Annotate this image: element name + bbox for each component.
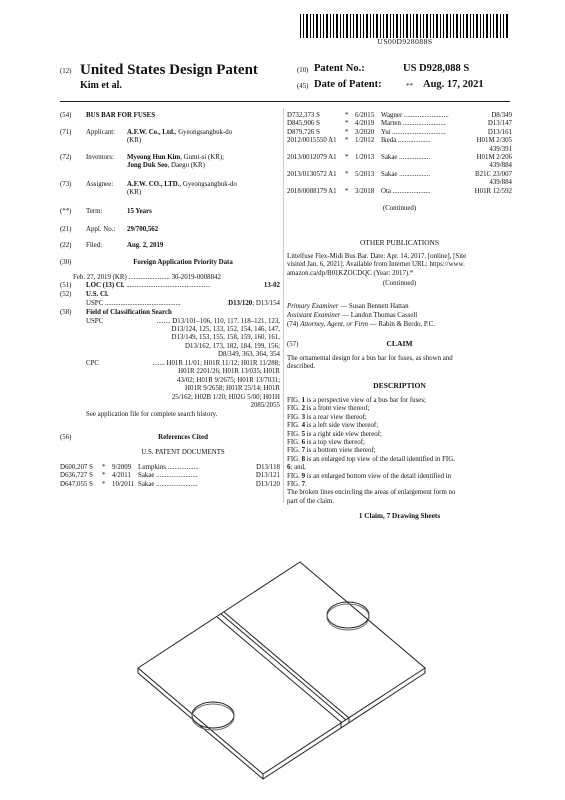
description-heading: DESCRIPTION [373, 381, 426, 390]
barcode-bar [300, 14, 301, 38]
inventor-short: Kim et al. [80, 80, 122, 91]
barcode-bar [370, 14, 371, 38]
barcode-bar [350, 14, 351, 38]
description-line [287, 498, 512, 506]
attorney-field [287, 321, 435, 329]
description-text-post: is a bottom view thereof; [305, 447, 376, 455]
column-divider [283, 108, 284, 503]
primary-examiner [287, 303, 409, 311]
barcode-bar [333, 14, 334, 38]
code-term: (**) [60, 208, 72, 215]
uspc-class-line: D13/124, 125, 133, 152, 154, 146, 147, [171, 325, 280, 333]
reference-name: Marten ......................... [381, 120, 446, 128]
barcode-bar [386, 14, 388, 38]
description-text-post: is a top view thereof; [305, 439, 365, 447]
reference-mark: * [345, 154, 349, 161]
barcode-bar [330, 14, 331, 38]
barcode-bar [353, 14, 354, 38]
description-line [287, 489, 512, 497]
reference-class-secondary: 439/391 [489, 145, 512, 153]
code-22: (22) [60, 242, 72, 249]
barcode-bar [420, 14, 421, 38]
description-text-pre: FIG. [287, 472, 302, 480]
barcode-bar [383, 14, 384, 38]
uspc-class-line: ........ D13/101–106, 110, 117, 118–121, 123, [156, 317, 280, 325]
reference-number: 2012/0015550 A1 [287, 137, 337, 145]
barcode-bar [340, 14, 341, 38]
filed-label: Filed: [86, 242, 103, 249]
reference-mark: * [345, 112, 349, 119]
description-text-pre: The broken lines encircling the areas of enlargement form no [287, 489, 456, 497]
description-text-post: is an enlarged bottom view of the detail identified in [305, 472, 452, 480]
field-search-label: Field of Classification Search [86, 309, 172, 316]
inventor-1-location: , Gumi-si (KR); [180, 154, 225, 161]
barcode-bar [463, 14, 464, 38]
reference-date: 3/2020 [355, 128, 375, 136]
barcode-bar [376, 14, 378, 38]
figure-number: 3 [301, 413, 306, 421]
barcode-bar [450, 14, 451, 38]
reference-class: D13/161 [487, 128, 512, 136]
assignee-label: Assignee: [86, 181, 114, 188]
inventor-2-location: , Daegu (KR) [167, 162, 205, 169]
barcode-bar [403, 14, 404, 38]
code-10: (10) [297, 67, 309, 74]
barcode-graphic [300, 14, 510, 38]
description-line [287, 431, 512, 439]
primary-examiner-label: Primary Examiner [287, 303, 339, 310]
reference-mark: * [102, 464, 106, 471]
barcode-bar [506, 14, 508, 38]
code-58: (58) [60, 309, 72, 316]
patent-date: Aug. 17, 2021 [423, 79, 484, 90]
reference-date: 10/2011 [112, 480, 135, 488]
uspc-dots: ............................................ [103, 300, 181, 307]
description-text-post: is a left side view thereof; [305, 422, 379, 430]
description-text-post: is a front view thereof; [305, 405, 370, 413]
us-cl-label: U.S. Cl. [86, 291, 109, 298]
search-uspc-label: USPC [86, 317, 104, 325]
claim-heading: CLAIM [386, 339, 413, 348]
reference-name: Sakae ........................ [138, 480, 198, 488]
barcode-bar [446, 14, 448, 38]
reference-mark: * [345, 128, 349, 136]
description-line [287, 464, 512, 472]
reference-name: Wagner .......................... [381, 112, 449, 119]
inventors-label: Inventors: [86, 154, 114, 161]
assistant-examiner-name: — Landon Thomas Cassell [340, 312, 418, 319]
barcode-bar [486, 14, 488, 38]
reference-date: 9/2009 [112, 464, 132, 471]
description-text-post: is an enlarged top view of the detail identified in FIG. [305, 455, 455, 463]
figure-number: 8 [301, 455, 306, 463]
description-line [287, 481, 512, 489]
barcode-bar [456, 14, 458, 38]
representative-drawing [100, 518, 480, 788]
barcode-bar [400, 14, 401, 38]
other-publications-continued: (Continued) [382, 280, 417, 287]
search-cpc-lines [109, 360, 280, 410]
barcode-bar [423, 14, 424, 38]
reference-name: Lumpkins .................. [138, 464, 199, 471]
cpc-class-line: H01R 9/2658; H01R 25/14; H01R [185, 385, 280, 393]
reference-name: Sakae ........................ [138, 472, 198, 480]
barcode-bar [426, 14, 428, 38]
barcode-bar [440, 14, 441, 38]
description-text-pre: FIG. [287, 455, 302, 463]
barcode-bar [393, 14, 394, 38]
references-heading: References Cited [158, 434, 208, 441]
barcode-bar [436, 14, 438, 38]
barcode-bar [346, 14, 348, 38]
uspc-class-line: D13/149, 153, 155, 158, 159, 160, 161, [171, 334, 280, 342]
reference-name: Ikeda ................... [381, 137, 431, 145]
top-face [138, 562, 425, 774]
reference-class: D13/147 [487, 120, 512, 128]
barcode-bar [493, 14, 494, 38]
date-label: Date of Patent: [314, 79, 382, 90]
claims-count: 1 Claim, 7 Drawing Sheets [358, 512, 441, 520]
reference-mark: * [102, 472, 106, 480]
description-line [287, 414, 512, 422]
barcode-bar [323, 14, 324, 38]
inventor-1-name: Myeong Hun Kim [127, 154, 181, 161]
barcode-bar [306, 14, 308, 38]
description-text-pre: FIG. [287, 447, 302, 455]
barcode-bar [366, 14, 368, 38]
reference-class: B21C 23/007 [475, 170, 512, 178]
cpc-class-line: 2085/2055 [250, 402, 280, 410]
barcode-bar [336, 14, 338, 38]
claim-line: described. [287, 363, 316, 371]
patent-no-label: Patent No.: [314, 63, 365, 74]
code-74: (74) [287, 321, 299, 328]
description-text-post: ; and, [290, 464, 306, 472]
loc-label: LOC (13) Cl. [86, 282, 125, 289]
uspc-class-line: D13/162, 173, 182, 184, 199, 156; [185, 342, 280, 350]
barcode-bar [476, 14, 478, 38]
barcode-bar [466, 14, 468, 38]
uspc-label: USPC [86, 300, 104, 307]
barcode-bar [490, 14, 491, 38]
description-line [287, 439, 512, 447]
barcode-text: US00D928088S [377, 37, 433, 46]
reference-class-secondary: 439/884 [489, 162, 512, 170]
barcode-bar [313, 14, 314, 38]
uspc-class-line: D8/349, 363, 364, 354 [217, 351, 280, 359]
figure-number: 7 [301, 481, 306, 489]
reference-class: D13/118 [256, 464, 280, 471]
us-patent-docs-heading: U.S. PATENT DOCUMENTS [141, 449, 225, 456]
reference-number: 2013/0012079 A1 [287, 154, 337, 161]
reference-number: D879,726 S [287, 128, 320, 136]
other-publication-line: amazon.ca/dp/B01KZOCDQC (Year: 2017).* [287, 269, 414, 277]
barcode-bar [316, 14, 318, 38]
cpc-class-line: 43/02; H01R 9/2675; H01R 13/7031; [177, 376, 280, 384]
priority-line: Feb. 27, 2019 (KR) ........................ 30-2019-0008842 [73, 274, 221, 281]
reference-date: 1/2012 [355, 137, 375, 145]
assignee-country: (KR) [127, 189, 142, 196]
appl-no-value: 29/700,562 [127, 226, 159, 233]
reference-mark: * [345, 120, 349, 128]
primary-examiner-name: — Susan Bennett Hattan [338, 303, 409, 310]
claim-line: The ornamental design for a bus bar for fuses, as shown and [287, 355, 453, 362]
attorney-name: — Rabin & Berdo, P.C. [368, 321, 436, 328]
cpc-class-line: ....... H01R 11/01; H01R 11/12; H01R 11/288; [152, 360, 280, 367]
reference-number: 2013/0130572 A1 [287, 170, 337, 178]
cpc-class-line: H01R 2201/26; H01R 13/035; H01R [178, 368, 280, 376]
priority-heading: Foreign Application Priority Data [133, 259, 233, 266]
barcode-bar [480, 14, 481, 38]
term-value: 15 Years [127, 208, 152, 215]
applicant-location: , Gyeongsangbuk-do [174, 129, 233, 136]
reference-name: Sakae .................. [381, 170, 431, 178]
reference-name: Sakae .................. [381, 154, 431, 161]
description-line [287, 405, 512, 413]
code-51: (51) [60, 282, 72, 289]
filed-value: Aug. 2, 2019 [127, 242, 164, 249]
us-cl-secondary: ; D13/154 [252, 300, 280, 307]
description-line [287, 397, 512, 405]
invention-title: BUS BAR FOR FUSES [86, 112, 156, 119]
barcode-bar [460, 14, 461, 38]
barcode-bar [496, 14, 498, 38]
figure-number: 7 [301, 447, 306, 455]
applicant-label: Applicant: [86, 129, 116, 136]
header-rule [60, 101, 510, 102]
code-52: (52) [60, 291, 72, 298]
barcode-bar [406, 14, 408, 38]
code-12: (12) [60, 68, 72, 75]
appl-no-label: Appl. No.: [86, 226, 116, 233]
attorney-label: Attorney, Agent, or Firm [300, 321, 369, 328]
patent-number: US D928,088 S [403, 63, 470, 74]
reference-name: Ota ...................... [381, 187, 431, 195]
description-line [287, 456, 512, 464]
reference-number: D732,373 S [287, 112, 320, 119]
loc-dots: ................................................. [124, 282, 211, 289]
loc-value: 13-02 [263, 282, 280, 289]
other-publication-line: visited Jan. 6, 2021]. Available from Internet URL: https://www. [287, 261, 465, 269]
barcode-bar [413, 14, 414, 38]
patent-header [0, 60, 565, 102]
patent-type-title: United States Design Patent [80, 62, 258, 78]
other-publications-heading: OTHER PUBLICATIONS [359, 238, 440, 247]
figure-number: 2 [301, 405, 306, 413]
code-54: (54) [60, 112, 72, 119]
cpc-class-line: 25/162; H02B 1/20; H02G 5/00; H01H [171, 393, 280, 401]
barcode-bar [483, 14, 484, 38]
reference-class: H01R 12/592 [474, 187, 512, 195]
other-publication-line: Littelfuse Flex-Midi Bus Bar. Date: Apr. 14, 2017. [online], [Site [287, 253, 467, 260]
reference-date: 6/2015 [355, 112, 375, 119]
reference-class: D8/349 [491, 112, 512, 119]
reference-class-secondary: 439/884 [489, 179, 512, 187]
barcode-bar [453, 14, 454, 38]
search-history-note: See application file for complete search history. [86, 411, 218, 418]
figure-number: 5 [301, 430, 306, 438]
description-text-post: is a rear view thereof; [305, 413, 367, 421]
reference-date: 5/2013 [355, 170, 375, 178]
reference-name: Yui ............................... [381, 128, 446, 136]
figure-number: 6 [301, 439, 306, 447]
barcode-bar [416, 14, 418, 38]
reference-number: D845,906 S [287, 120, 320, 128]
assistant-examiner-label: Assistant Examiner [287, 312, 341, 319]
description-text-post: . [305, 481, 307, 489]
description-text-pre: FIG. [287, 422, 302, 430]
reference-class: D13/120 [255, 480, 280, 488]
assignee-location: , Gyeongsangbuk-do [179, 181, 237, 188]
description-text-pre: FIG. [287, 397, 302, 404]
description-text-post: is a right side view thereof; [305, 430, 382, 438]
reference-date: 4/2011 [112, 472, 131, 480]
applicant-country: (KR) [127, 137, 142, 144]
barcode-bar [303, 14, 304, 38]
barcode-bar [373, 14, 374, 38]
reference-class: H01M 2/305 [476, 137, 512, 145]
search-cpc-label: CPC [86, 360, 100, 367]
reference-date: 3/2018 [355, 187, 375, 195]
description-text-pre: FIG. [287, 439, 302, 447]
description-text-pre: FIG. [287, 481, 302, 489]
figure-number: 1 [301, 397, 306, 404]
code-57: (57) [287, 341, 299, 348]
figure-number: 4 [301, 422, 306, 430]
barcode-bar [320, 14, 321, 38]
assignee-name: A.F.W. CO., LTD. [127, 181, 180, 188]
barcode-bar [410, 14, 411, 38]
reference-mark: * [102, 480, 106, 488]
term-star: ** [406, 83, 413, 90]
barcode-bar [310, 14, 311, 38]
description-line [287, 422, 512, 430]
barcode-bar [396, 14, 398, 38]
barcode-bar [500, 14, 501, 38]
code-21: (21) [60, 226, 72, 233]
reference-mark: * [345, 137, 349, 145]
description-text-pre: FIG. [287, 413, 302, 421]
us-cl-primary: D13/120 [228, 300, 253, 307]
description-line [287, 473, 512, 481]
code-72: (72) [60, 154, 72, 161]
barcode-bar [363, 14, 364, 38]
reference-number: D636,727 S [60, 472, 93, 480]
other-publications-text [287, 253, 512, 278]
code-73: (73) [60, 181, 72, 188]
figure-number: 6 [287, 464, 291, 472]
description-text [287, 397, 512, 506]
bus-bar-figure [100, 518, 480, 788]
barcode-bar [356, 14, 358, 38]
figure-number: 9 [301, 472, 306, 480]
barcode-bar [390, 14, 391, 38]
barcode-bar [473, 14, 474, 38]
description-text-pre: FIG. [287, 430, 302, 438]
barcode-bar [443, 14, 444, 38]
description-text-post: is a perspective view of a bus bar for fuses; [305, 397, 426, 404]
reference-mark: * [345, 187, 349, 195]
code-45: (45) [297, 83, 309, 90]
barcode-bar [470, 14, 471, 38]
code-56: (56) [60, 434, 72, 441]
barcode-bar [430, 14, 431, 38]
barcode-bar [503, 14, 504, 38]
search-uspc-lines [112, 318, 280, 360]
code-30: (30) [60, 259, 72, 266]
barcode-bar [343, 14, 344, 38]
assistant-examiner [287, 312, 417, 320]
reference-number: 2018/0088179 A1 [287, 187, 337, 195]
barcode-bar [433, 14, 434, 38]
barcode-bar [380, 14, 381, 38]
description-text-pre: part of the claim. [287, 497, 335, 505]
reference-class: H01M 2/206 [476, 154, 512, 161]
term-label: Term: [86, 208, 103, 215]
description-line [287, 447, 512, 455]
reference-date: 1/2013 [355, 154, 375, 161]
barcode [300, 14, 510, 38]
claim-text [287, 355, 512, 372]
code-71: (71) [60, 129, 72, 136]
applicant-name: A.F.W. Co., Ltd. [127, 129, 175, 136]
reference-number: D600,207 S [60, 464, 93, 471]
description-text-pre: FIG. [287, 405, 302, 413]
barcode-bar [360, 14, 361, 38]
reference-mark: * [345, 170, 349, 178]
barcode-bar [326, 14, 328, 38]
references-continued: (Continued) [382, 205, 417, 212]
reference-number: D647,055 S [60, 480, 93, 488]
inventor-2-name: Jong Duk Seo [127, 162, 168, 169]
reference-date: 4/2019 [355, 120, 375, 128]
reference-class: D13/121 [255, 472, 280, 480]
